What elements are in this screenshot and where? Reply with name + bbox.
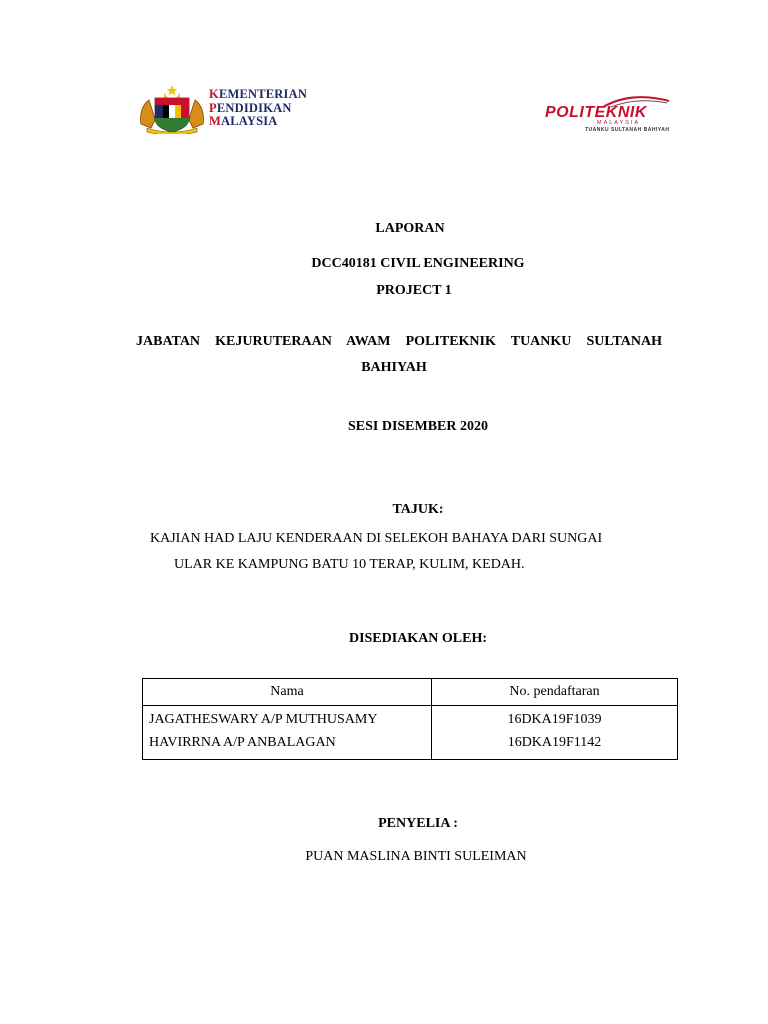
registration-number: 16DKA19F1039 bbox=[432, 706, 678, 732]
politeknik-campus: TUANKU SULTANAH BAHIYAH bbox=[585, 127, 670, 133]
topic-line-2: ULAR KE KAMPUNG BATU 10 TERAP, KULIM, KEDAH. bbox=[174, 557, 525, 572]
students-table bbox=[142, 678, 678, 760]
prepared-by-label: DISEDIAKAN OLEH: bbox=[348, 631, 488, 646]
project-title: PROJECT 1 bbox=[376, 283, 452, 298]
student-name: JAGATHESWARY A/P MUTHUSAMY bbox=[143, 706, 432, 732]
department-line-1: JABATAN KEJURUTERAAN AWAM POLITEKNIK TUANKU SULTANAH bbox=[136, 334, 662, 349]
kpm-line-3: MALAYSIA bbox=[209, 114, 278, 128]
kpm-logo bbox=[137, 84, 319, 134]
supervisor-label: PENYELIA : bbox=[378, 816, 458, 831]
kpm-line-1: KEMENTERIAN bbox=[209, 87, 308, 101]
session-label: SESI DISEMBER 2020 bbox=[347, 419, 489, 434]
table-header-row bbox=[143, 679, 678, 706]
column-header-name: Nama bbox=[143, 679, 432, 706]
report-label: LAPORAN bbox=[375, 221, 445, 236]
kpm-wordmark bbox=[209, 88, 307, 129]
table-row bbox=[143, 706, 678, 732]
student-name: HAVIRRNA A/P ANBALAGAN bbox=[143, 731, 432, 760]
politeknik-country: MALAYSIA bbox=[597, 120, 641, 126]
kpm-line-2: PENDIDIKAN bbox=[209, 100, 292, 115]
column-header-registration: No. pendaftaran bbox=[432, 679, 678, 706]
table-row bbox=[143, 731, 678, 760]
department-line-2: BAHIYAH bbox=[361, 360, 427, 375]
registration-number: 16DKA19F1142 bbox=[432, 731, 678, 760]
topic-label: TAJUK: bbox=[392, 502, 444, 517]
politeknik-wordmark: POLITEKNIK bbox=[545, 104, 647, 121]
supervisor-name: PUAN MASLINA BINTI SULEIMAN bbox=[305, 849, 527, 864]
politeknik-logo bbox=[541, 95, 687, 133]
topic-line-1: KAJIAN HAD LAJU KENDERAAN DI SELEKOH BAHAYA DARI SUNGAI bbox=[150, 531, 603, 546]
malaysia-coat-of-arms-icon bbox=[137, 84, 207, 134]
course-title: DCC40181 CIVIL ENGINEERING bbox=[311, 256, 525, 271]
